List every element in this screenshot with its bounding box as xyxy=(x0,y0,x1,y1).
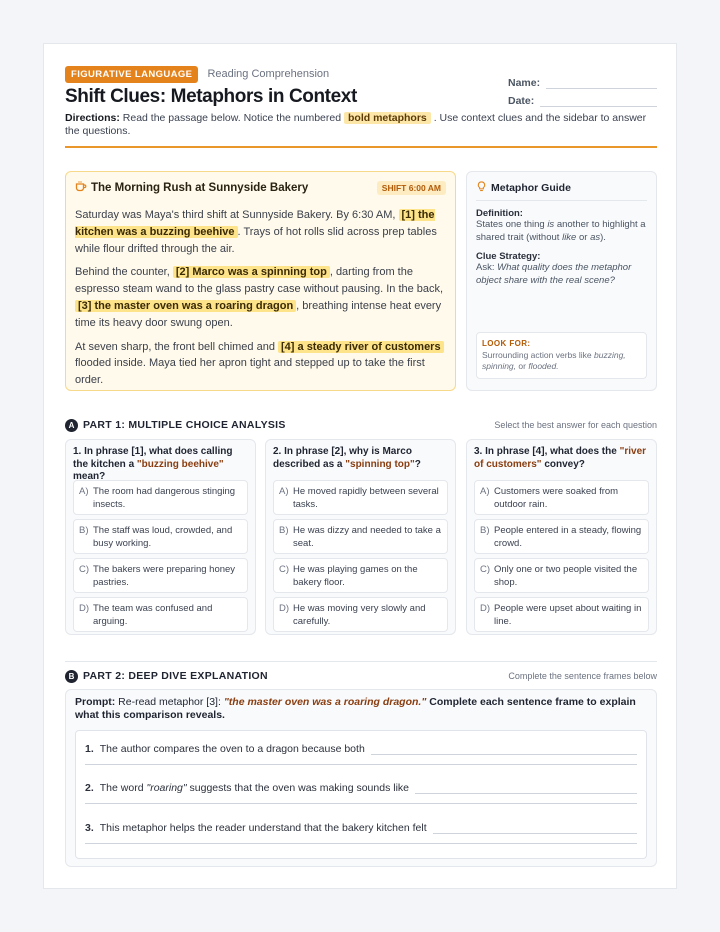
question-card-2 xyxy=(265,439,456,635)
metaphor-4: [4] a steady river of customers xyxy=(278,341,444,353)
shift-badge: SHIFT 6:00 AM xyxy=(377,181,446,195)
sentence-frames xyxy=(75,730,647,859)
part2-header xyxy=(65,668,657,684)
topic-tag: FIGURATIVE LANGUAGE xyxy=(65,66,198,83)
question-text: 3. In phrase [4], what does the "river of customers" convey? xyxy=(474,446,647,470)
part1-title: PART 1: MULTIPLE CHOICE ANALYSIS xyxy=(83,419,286,431)
look-for-text: Surrounding action verbs like buzzing, spinning, or flooded. xyxy=(482,350,626,371)
answer-option[interactable]: B) He was dizzy and needed to take a seat. xyxy=(273,519,448,554)
sentence-frame-1: 1. The author compares the oven to a dragon because both xyxy=(85,741,637,765)
definition-label: Definition: xyxy=(476,208,523,219)
answer-option[interactable]: A) The room had dangerous stinging insects. xyxy=(73,480,248,515)
answer-line[interactable] xyxy=(415,785,637,794)
passage-title: The Morning Rush at Sunnyside Bakery xyxy=(91,182,309,194)
part-b-badge: B xyxy=(65,670,78,683)
coffee-cup-icon xyxy=(75,179,87,197)
part1-hint: Select the best answer for each question xyxy=(494,420,657,430)
metaphor-2: [2] Marco was a spinning top xyxy=(173,266,330,278)
answer-option[interactable]: C) The bakers were preparing honey pastries. xyxy=(73,558,248,593)
section-divider xyxy=(65,661,657,662)
definition-text: States one thing is another to highlight a shared trait (without like or as). xyxy=(476,219,646,243)
reading-passage xyxy=(65,171,456,391)
header-divider xyxy=(65,146,657,148)
answer-line[interactable] xyxy=(85,764,637,765)
subject-label: Reading Comprehension xyxy=(207,68,330,80)
name-field[interactable]: Name: xyxy=(508,71,657,89)
lightbulb-icon xyxy=(476,181,487,195)
answer-line[interactable] xyxy=(371,746,637,755)
question-card-1 xyxy=(65,439,256,635)
clue-strategy-text: Ask: What quality does the metaphor object share with the real scene? xyxy=(476,262,632,286)
answer-line[interactable] xyxy=(85,843,637,844)
passage-paragraph: At seven sharp, the front bell chimed and [4] a steady river of customers flooded inside. Maya tied her apron tight and stepped up to take the first order. xyxy=(75,339,446,389)
question-card-3 xyxy=(466,439,657,635)
question-text: 2. In phrase [2], why is Marco described as a "spinning top"? xyxy=(273,446,421,470)
answer-option[interactable]: D) He was moving very slowly and carefully. xyxy=(273,597,448,632)
passage-paragraph: Saturday was Maya's third shift at Sunnyside Bakery. By 6:30 AM, [1] the kitchen was a buzzing beehive . Trays of hot rolls slid across prep tables while flour drifted through the air. xyxy=(75,209,437,255)
part1-header xyxy=(65,417,657,433)
answer-option[interactable]: C) He was playing games on the bakery floor. xyxy=(273,558,448,593)
header-tags xyxy=(65,65,329,83)
answer-option[interactable]: D) People were upset about waiting in line. xyxy=(474,597,649,632)
deep-dive-box xyxy=(65,689,657,867)
date-line[interactable] xyxy=(540,97,657,107)
answer-option[interactable]: C) Only one or two people visited the shop. xyxy=(474,558,649,593)
metaphor-1: [1] the kitchen was a buzzing beehive xyxy=(75,209,435,238)
clue-strategy-label: Clue Strategy: xyxy=(476,251,541,262)
part2-hint: Complete the sentence frames below xyxy=(508,671,657,681)
date-field[interactable]: Date: xyxy=(508,89,657,107)
answer-option[interactable]: A) Customers were soaked from outdoor rain. xyxy=(474,480,649,515)
name-line[interactable] xyxy=(546,79,657,89)
sentence-frame-3: 3. This metaphor helps the reader understand that the bakery kitchen felt xyxy=(85,820,637,844)
look-for-label: LOOK FOR: xyxy=(482,339,531,348)
directions: Directions: Read the passage below. Notice the numbered bold metaphors . Use context clues and the sidebar to answer the questions. xyxy=(65,112,647,137)
question-text: 1. In phrase [1], what does calling the kitchen a "buzzing beehive" mean? xyxy=(73,446,233,482)
sentence-frame-2: 2. The word "roaring" suggests that the oven was making sounds like xyxy=(85,780,637,804)
answer-line[interactable] xyxy=(433,825,637,834)
guide-title: Metaphor Guide xyxy=(491,182,571,194)
metaphor-3: [3] the master oven was a roaring dragon xyxy=(75,300,296,312)
look-for-box xyxy=(476,332,647,379)
worksheet xyxy=(43,43,677,889)
answer-line[interactable] xyxy=(85,803,637,804)
directions-highlight: bold metaphors xyxy=(344,112,431,124)
answer-option[interactable]: B) People entered in a steady, flowing crowd. xyxy=(474,519,649,554)
page-title: Shift Clues: Metaphors in Context xyxy=(65,86,357,107)
metaphor-guide xyxy=(466,171,657,391)
name-date-box xyxy=(508,71,657,107)
answer-option[interactable]: D) The team was confused and arguing. xyxy=(73,597,248,632)
part2-title: PART 2: DEEP DIVE EXPLANATION xyxy=(83,670,268,682)
answer-option[interactable]: B) The staff was loud, crowded, and busy working. xyxy=(73,519,248,554)
prompt-text: Prompt: Re-read metaphor [3]: "the master oven was a roaring dragon." Complete each sentence frame to explain what this comparison reveals. xyxy=(75,696,636,721)
part-a-badge: A xyxy=(65,419,78,432)
passage-paragraph: Behind the counter, [2] Marco was a spinning top , darting from the espresso steam wand to the glass pastry case without pausing. In the back, [3] the master oven was a roaring dragon , breathing intense heat every time its heavy door swung open. xyxy=(75,266,444,329)
answer-option[interactable]: A) He moved rapidly between several tasks. xyxy=(273,480,448,515)
